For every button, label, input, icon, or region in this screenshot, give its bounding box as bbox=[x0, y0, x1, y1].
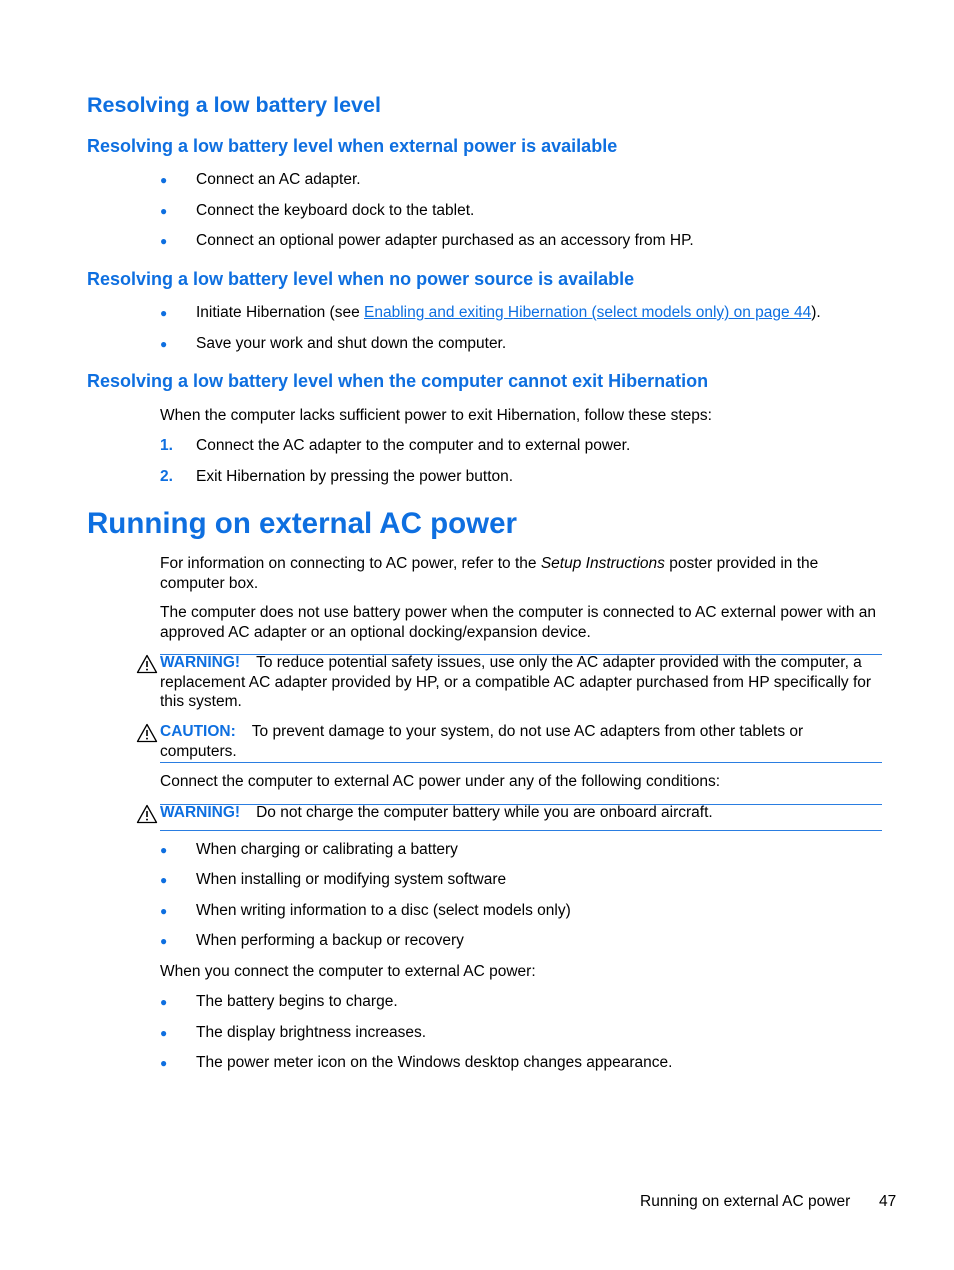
hibernation-link[interactable]: Enabling and exiting Hibernation (select models only) on page 44 bbox=[364, 304, 812, 321]
paragraph: When you connect the computer to external AC power: bbox=[160, 963, 536, 980]
caution-text: To prevent damage to your system, do not use AC adapters from other tablets or computers. bbox=[160, 723, 804, 760]
list-item-text bbox=[196, 303, 821, 323]
footer-page-number: 47 bbox=[879, 1193, 897, 1210]
warning-notice bbox=[160, 653, 882, 712]
page-title: Running on external AC power bbox=[87, 507, 517, 540]
step-text: Connect the AC adapter to the computer and to external power. bbox=[196, 437, 631, 454]
section-title-low-battery: Resolving a low battery level bbox=[87, 93, 381, 117]
paragraph-text: For information on connecting to AC power, refer to the bbox=[160, 555, 541, 572]
warning-notice bbox=[160, 803, 882, 823]
list-item-text: When performing a backup or recovery bbox=[196, 932, 464, 949]
list-item-prefix: Initiate Hibernation (see bbox=[196, 304, 365, 321]
list-item-text: The display brightness increases. bbox=[196, 1024, 427, 1041]
caution-triangle-icon bbox=[136, 723, 158, 743]
paragraph: When the computer lacks sufficient power to exit Hibernation, follow these steps: bbox=[160, 407, 712, 424]
paragraph-text: poster provided in the computer box. bbox=[160, 555, 819, 592]
warning-triangle-icon bbox=[136, 654, 158, 674]
paragraph: The computer does not use battery power when the computer is connected to AC external power with an approved AC adapter or an optional docking/expansion device. bbox=[160, 604, 876, 641]
list-item-suffix: ). bbox=[811, 304, 821, 321]
bullet-icon: ● bbox=[160, 1056, 168, 1070]
warning-label: WARNING! bbox=[160, 804, 241, 821]
warning-text: Do not charge the computer battery while you are onboard aircraft. bbox=[256, 804, 713, 821]
list-item-text: Save your work and shut down the computer. bbox=[196, 335, 507, 352]
step-number: 2. bbox=[160, 468, 173, 485]
subsection-title-external-available: Resolving a low battery level when external power is available bbox=[87, 136, 618, 156]
bullet-icon: ● bbox=[160, 306, 168, 320]
step-number: 1. bbox=[160, 437, 173, 454]
caution-notice bbox=[160, 722, 882, 761]
subsection-title-no-power: Resolving a low battery level when no power source is available bbox=[87, 269, 635, 289]
list-item-text: The battery begins to charge. bbox=[196, 993, 398, 1010]
subsection-title-cannot-exit: Resolving a low battery level when the computer cannot exit Hibernation bbox=[87, 371, 709, 391]
bullet-icon: ● bbox=[160, 934, 168, 948]
bullet-icon: ● bbox=[160, 995, 168, 1009]
list-item-text: When installing or modifying system software bbox=[196, 871, 507, 888]
bullet-icon: ● bbox=[160, 204, 168, 218]
bullet-icon: ● bbox=[160, 873, 168, 887]
list-item-text: Connect an AC adapter. bbox=[196, 171, 361, 188]
warning-triangle-icon bbox=[136, 804, 158, 824]
warning-text: To reduce potential safety issues, use only the AC adapter provided with the computer, a replacement AC adapter provided by HP, or a compatible AC adapter purchased from HP specifically for this system. bbox=[160, 654, 872, 710]
document-title-reference: Setup Instructions bbox=[540, 555, 665, 572]
caution-label: CAUTION: bbox=[160, 723, 236, 740]
bullet-icon: ● bbox=[160, 337, 168, 351]
notice-rule bbox=[160, 830, 882, 831]
bullet-icon: ● bbox=[160, 234, 168, 248]
bullet-icon: ● bbox=[160, 904, 168, 918]
notice-rule bbox=[160, 762, 882, 763]
bullet-icon: ● bbox=[160, 843, 168, 857]
list-item-text: When charging or calibrating a battery bbox=[196, 841, 458, 858]
list-item-text: Connect an optional power adapter purchased as an accessory from HP. bbox=[196, 232, 694, 249]
list-item-text: Connect the keyboard dock to the tablet. bbox=[196, 202, 475, 219]
paragraph bbox=[160, 554, 885, 593]
footer-section-name: Running on external AC power bbox=[640, 1193, 851, 1210]
bullet-icon: ● bbox=[160, 173, 168, 187]
paragraph: Connect the computer to external AC power under any of the following conditions: bbox=[160, 773, 721, 790]
bullet-icon: ● bbox=[160, 1026, 168, 1040]
list-item-text: The power meter icon on the Windows desktop changes appearance. bbox=[196, 1054, 673, 1071]
warning-label: WARNING! bbox=[160, 654, 241, 671]
step-text: Exit Hibernation by pressing the power button. bbox=[196, 468, 514, 485]
list-item-text: When writing information to a disc (select models only) bbox=[196, 902, 571, 919]
